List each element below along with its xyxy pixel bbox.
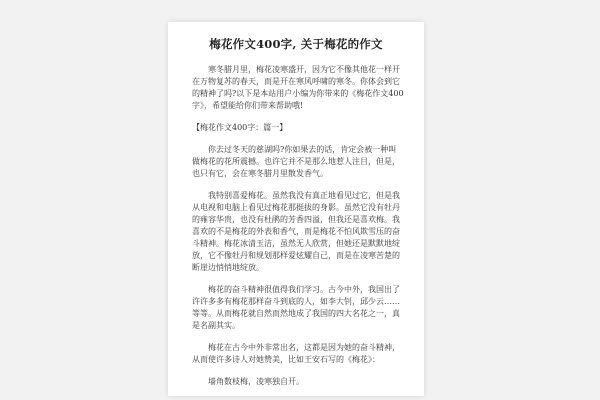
body-paragraph: 我特别喜爱梅花。虽然我没有真正地看见过它，但是我从电视和电脑上看见过梅花那挺拔的身影。虽然它没有牡丹的雍容华贵，也没有杜鹃的芳香四溢，但我还是喜欢梅。我喜欢的不是梅花的外表和香气，而是梅花不怕风欺雪压的奋斗精神。梅花冰清玉洁，虽然无人欣赏，但她还是默默地绽放，它不像牡丹和规划那样爱炫耀自己，而是在凌寒苦楚的断崖边悄悄地绽放。	[192, 191, 400, 272]
intro-paragraph: 寒冬腊月里，梅花凌寒盛开，因为它不像其他花一样开在万物复苏的春天，而是开在寒风呼啸的寒冬。你体会到它的精神了吗?以下是本站用户小编为你带来的《梅花作文400字》，希望能给你们带来帮助哦!	[192, 65, 404, 110]
document-page	[168, 22, 424, 396]
body-paragraph: 你去过冬天的慈湖吗?你如果去的话，肯定会被一种叫做梅花的花所震撼。也许它并不是那么地惹人注目，但是，也只有它，会在寒冬腊月里散发香气。	[192, 145, 400, 178]
section-heading: 【梅花作文400字：篇一】	[192, 123, 288, 132]
body-paragraph: 梅花在古今中外非常出名，这都是因为她的奋斗精神，从而使许多诗人对她赞美，比如王安石写的《梅花》：	[192, 343, 400, 364]
document-body	[192, 64, 404, 388]
body-paragraph: 梅花的奋斗精神很值得我们学习。古今中外，我国出了许许多多有梅花那样奋斗到底的人，如李大钊，邱少云……等等。从而梅花就自然而然地成了我国的四大名花之一，真是名副其实。	[192, 285, 400, 330]
poem-line: 墙角数枝梅，凌寒独自开。	[208, 377, 304, 386]
document-title: 梅花作文400字, 关于梅花的作文	[209, 37, 383, 51]
